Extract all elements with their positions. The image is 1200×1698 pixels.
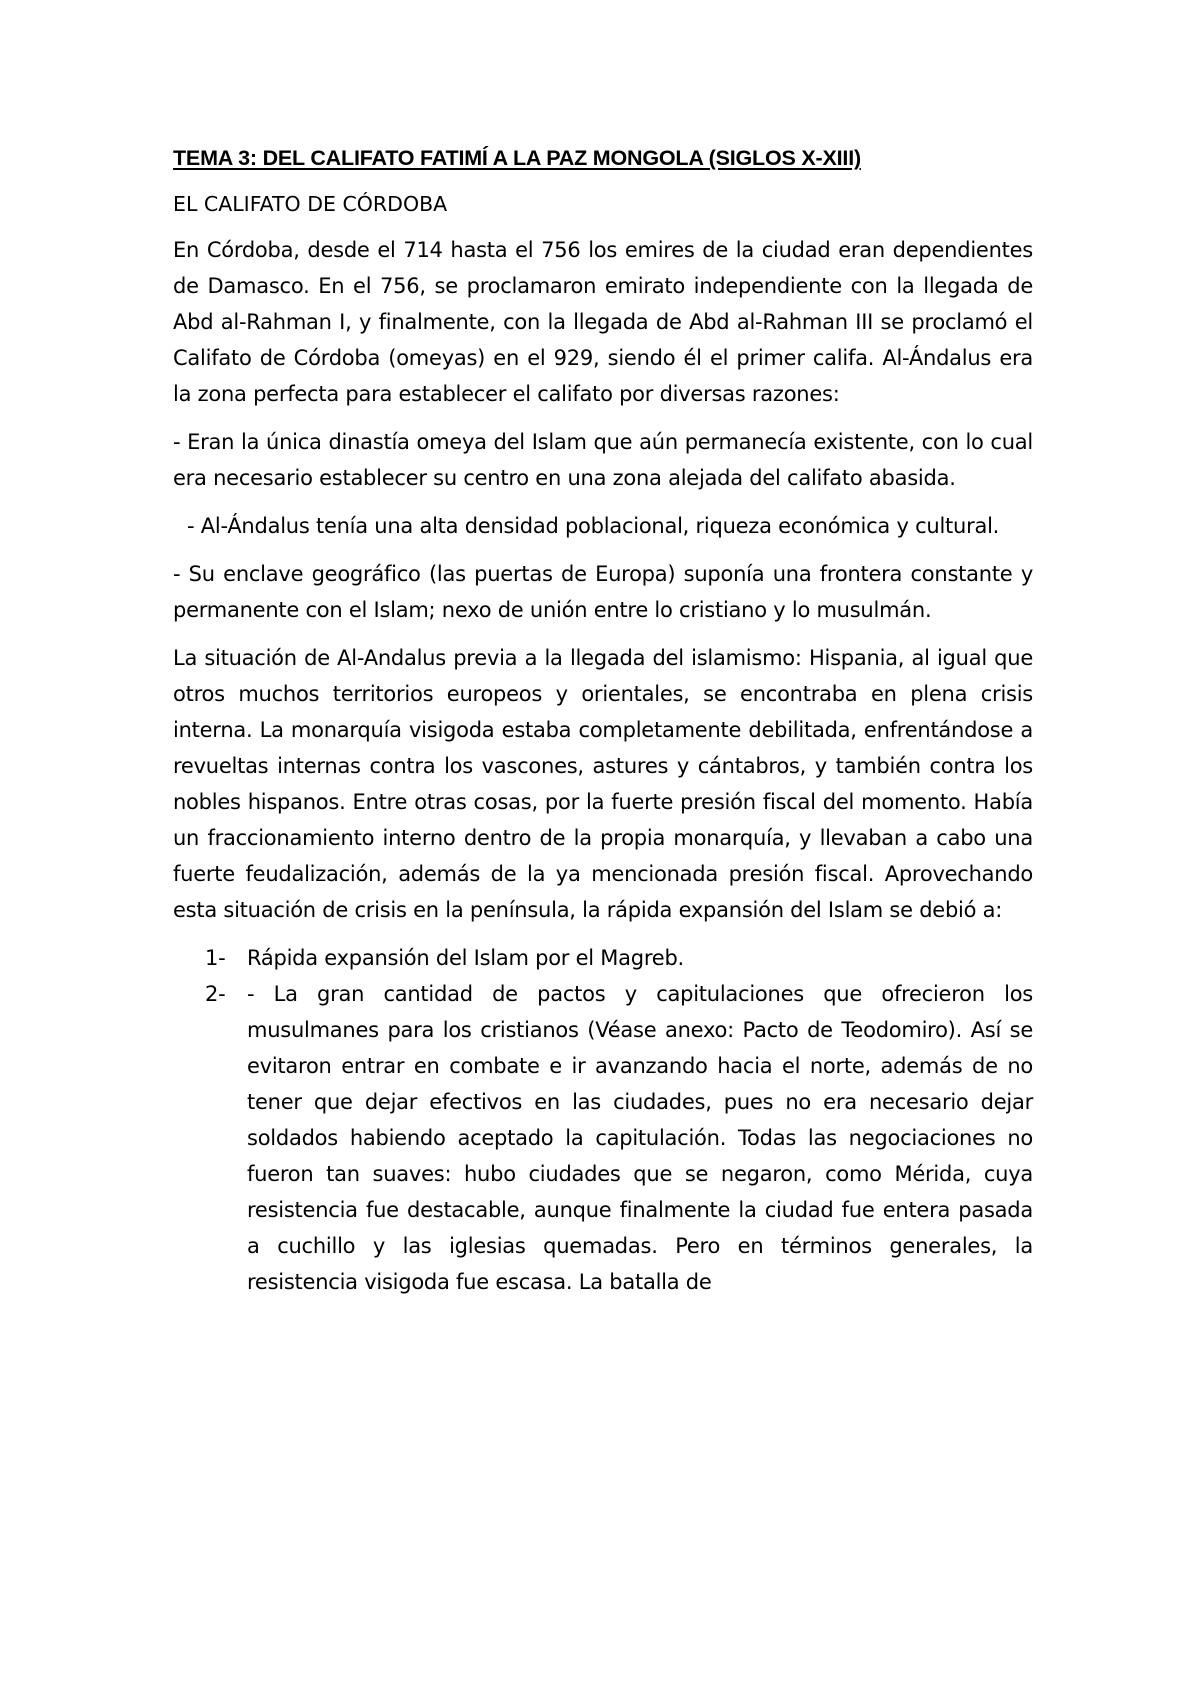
list-item-number: 2- (205, 982, 226, 1006)
intro-paragraph: En Córdoba, desde el 714 hasta el 756 los emires de la ciudad eran dependientes de Damasco. En el 756, se proclamaron emirato independiente con la llegada de Abd al-Rahman I, y finalmente, con la llegada de Abd al-Rahman III se proclamó el Califato de Córdoba (omeyas) en el 929, siendo él el primer califa. Al-Ándalus era la zona perfecta para establecer el califato por diversas razones: (173, 238, 1033, 406)
document-title: TEMA 3: DEL CALIFATO FATIMÍ A LA PAZ MONGOLA (SIGLOS X-XIII) (173, 146, 861, 170)
list-item-number: 1- (205, 946, 226, 970)
reason-paragraph-1: - Eran la única dinastía omeya del Islam que aún permanecía existente, con lo cual era necesario establecer su centro en una zona alejada del califato abasida. (173, 430, 1033, 490)
list-item (173, 976, 1033, 1300)
section-heading: EL CALIFATO DE CÓRDOBA (173, 192, 448, 216)
causes-list (173, 940, 1033, 1300)
list-item-text: - La gran cantidad de pactos y capitulaciones que ofrecieron los musulmanes para los cristianos (Véase anexo: Pacto de Teodomiro). Así se evitaron entrar en combate e ir avanzando hacia el norte, además de no tener que dejar efectivos en las ciudades, pues no era necesario dejar soldados habiendo aceptado la capitulación. Todas las negociaciones no fueron tan suaves: hubo ciudades que se negaron, como Mérida, cuya resistencia fue destacable, aunque finalmente la ciudad fue entera pasada a cuchillo y las iglesias quemadas. Pero en términos generales, la resistencia visigoda fue escasa. La batalla de (247, 982, 1033, 1294)
document-content (173, 142, 1033, 1300)
situation-paragraph: La situación de Al-Andalus previa a la llegada del islamismo: Hispania, al igual que otros muchos territorios europeos y orientales, se encontraba en plena crisis interna. La monarquía visigoda estaba completamente debilitada, enfrentándose a revueltas internas contra los vascones, astures y cántabros, y también contra los nobles hispanos. Entre otras cosas, por la fuerte presión fiscal del momento. Había un fraccionamiento interno dentro de la propia monarquía, y llevaban a cabo una fuerte feudalización, además de la ya mencionada presión fiscal. Aprovechando esta situación de crisis en la península, la rápida expansión del Islam se debió a: (173, 646, 1033, 922)
reason-paragraph-2: - Al-Ándalus tenía una alta densidad poblacional, riqueza económica y cultural. (187, 514, 1000, 538)
list-item-text: Rápida expansión del Islam por el Magreb. (247, 946, 684, 970)
list-item (173, 940, 1033, 976)
reason-paragraph-3: - Su enclave geográfico (las puertas de Europa) suponía una frontera constante y permanente con el Islam; nexo de unión entre lo cristiano y lo musulmán. (173, 562, 1033, 622)
